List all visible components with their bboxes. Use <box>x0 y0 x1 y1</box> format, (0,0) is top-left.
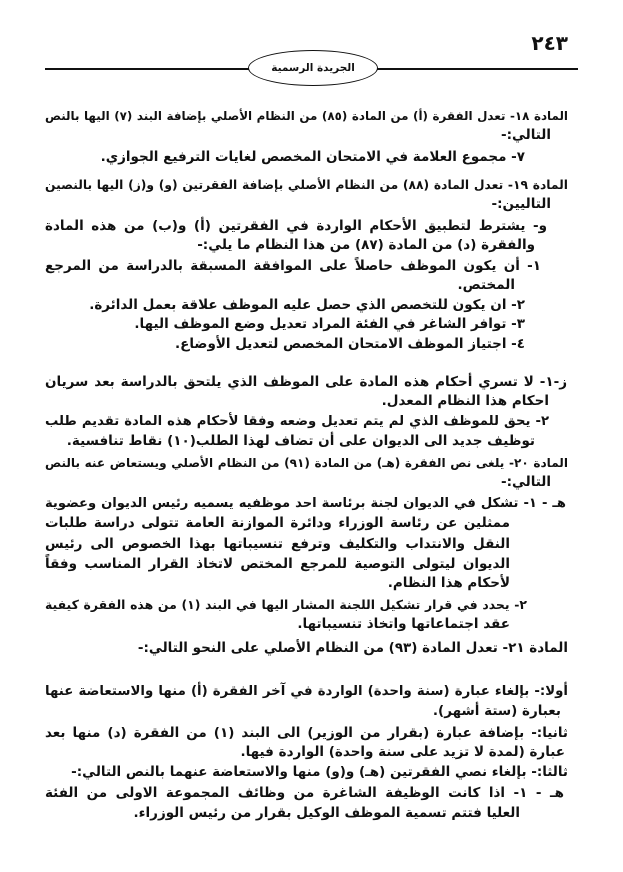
clause-waw: و- يشترط لتطبيق الأحكام الواردة في الفقرتين (أ) و(ب) من هذه المادة <box>45 218 547 234</box>
clause-heh-1: هـ - ١- تشكل في الديوان لجنة برئاسة احد موظفيه يسميه رئيس الديوان وعضوية <box>44 496 566 511</box>
clause-heh-1-continuation: الديوان ليتولى التوصية للمرجع المختص لاتخاذ القرار المناسب وفقاً <box>45 556 510 572</box>
clause-item-7: ٧- مجموع العلامة في الامتحان المخصص لغايات الترفيع الجوازي. <box>100 149 525 165</box>
article-20-heading: المادة ٢٠- يلغى نص الفقرة (هـ) من المادة (٩١) من النظام الأصلي ويستعاض عنه بالنص <box>44 456 568 470</box>
clause-zay-2-continuation: توظيف جديد الى الديوان على أن تضاف لهذا الطلب(١٠) نقاط تنافسية. <box>66 433 535 449</box>
article-18-heading: المادة ١٨- تعدل الفقرة (أ) من المادة (٨٥) من النظام الأصلي بإضافة البند (٧) اليها بالنص <box>45 109 568 123</box>
clause-zay-1-continuation: احكام هذا النظام المعدل. <box>381 393 549 409</box>
page-number: ٢٤٣ <box>531 31 568 55</box>
article-19-heading-continuation: التاليين:- <box>491 196 551 212</box>
clause-heh-1-continuation: النقل والانتداب والتكليف وترفع تنسيباتها بهذا الخصوص الى رئيس <box>45 536 510 552</box>
clause-heh-2-continuation: عقد اجتماعاتها واتخاذ تنسيباتها. <box>297 616 510 632</box>
amendment-third: ثالثا:- بإلغاء نصي الفقرتين (هـ) و(و) منها والاستعاضة عنهما بالنص التالي:- <box>71 764 568 780</box>
subclause-1: ١- أن يكون الموظف حاصلاً على الموافقة المسبقة بالدراسة من المرجع <box>45 258 541 274</box>
clause-waw-continuation: والفقرة (د) من المادة (٨٧) من هذا النظام ما يلي:- <box>197 237 535 253</box>
clause-zay-2: ٢- يحق للموظف الذي لم يتم تعديل وضعه وفقا لأحكام هذه المادة تقديم طلب <box>45 414 549 429</box>
masthead-oval <box>248 50 378 86</box>
subclause-2: ٢- ان يكون للتخصص الذي حصل عليه الموظف علاقة بعمل الدائرة. <box>89 297 525 313</box>
amendment-second: ثانيا:- بإضافة عبارة (بقرار من الوزير) الى البند (١) من الفقرة (د) منها بعد <box>45 725 568 741</box>
amendment-second-continuation: عبارة (لمدة لا تزيد على سنة واحدة) الواردة فيها. <box>240 744 565 760</box>
clause-heh-1-continuation: العليا فتتم تسمية الموظف الوكيل بقرار من رئيس الوزراء. <box>133 805 520 821</box>
clause-zay-1: ز-١- لا تسري أحكام هذه المادة على الموظف الذي يلتحق بالدراسة بعد سريان <box>45 374 567 390</box>
subclause-4: ٤- اجتياز الموظف الامتحان المخصص لتعديل الأوضاع. <box>175 336 525 352</box>
masthead-title: الجريدة الرسمية <box>271 62 355 74</box>
article-18-heading-continuation: التالي:- <box>500 127 551 143</box>
clause-heh-1-continuation: ممثلين عن رئاسة الوزراء ودائرة الموازنة العامة تتولى دراسة طلبات <box>45 515 510 531</box>
article-19-heading: المادة ١٩- تعدل المادة (٨٨) من النظام الأصلي بإضافة الفقرتين (و) و(ز) اليها بالنصين <box>45 178 568 192</box>
clause-heh-2: ٢- يحدد في قرار تشكيل اللجنة المشار اليها في البند (١) من هذه الفقرة كيفية <box>45 597 527 612</box>
article-20-heading-continuation: التالي:- <box>500 474 551 490</box>
article-21-heading: المادة ٢١- تعدل المادة (٩٣) من النظام الأصلي على النحو التالي:- <box>137 640 568 656</box>
subclause-3: ٣- توافر الشاغر في الفئة المراد تعديل وضع الموظف اليها. <box>134 316 525 332</box>
amendment-first-continuation: بعبارة (ستة أشهر). <box>432 703 561 719</box>
clause-heh-1-continuation: لأحكام هذا النظام. <box>387 575 510 591</box>
subclause-1-continuation: المختص. <box>457 277 515 293</box>
clause-heh-1: هـ - ١- اذا كانت الوظيفة الشاغرة من وظائف المجموعة الاولى من الفئة <box>45 785 564 801</box>
amendment-first: أولا:- بإلغاء عبارة (سنة واحدة) الواردة في آخر الفقرة (أ) منها والاستعاضة عنها <box>45 684 568 699</box>
